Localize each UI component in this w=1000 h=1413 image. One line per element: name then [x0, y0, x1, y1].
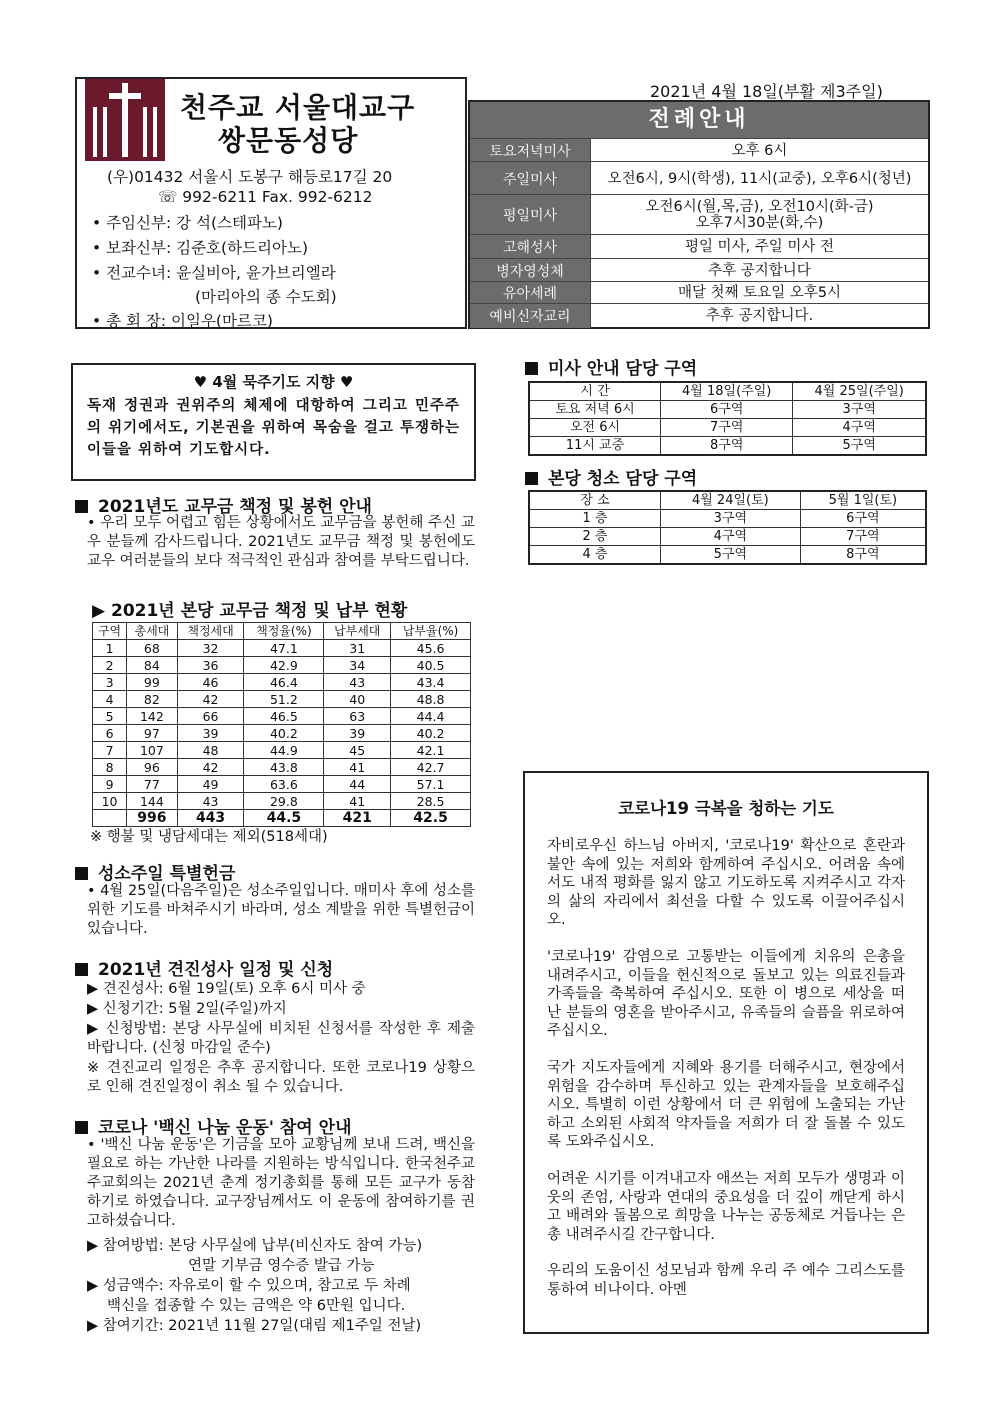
liturgy-value: 매달 첫째 토요일 오후5시 [677, 285, 842, 301]
liturgy-value: 오전6시(월,목,금), 오전10시(화-금) [645, 199, 874, 215]
square-bullet-icon [525, 472, 538, 485]
table-row: 11시 교중 8구역 5구역 [529, 437, 926, 456]
staff-assistant: • 보좌신부: 김준호(하드리아노) [92, 239, 308, 257]
confirmation-note: ※ 견진교리 일정은 추후 공지합니다. 또한 코로나19 상황으로 인해 견진일정이 취소 될 수 있습니다. [87, 1060, 475, 1095]
rosary-intention-title: ♥ 4월 묵주기도 지향 ♥ [193, 373, 354, 391]
liturgy-label: 병자영성체 [470, 259, 591, 282]
prayer-paragraph: '코로나19' 감염으로 고통받는 이들에게 치유의 은총을 내려주시고, 이들을 헌신적으로 돌보고 있는 의료진들과 가족들을 축복하여 주십시오. 또한 이 병으로 세상을 떠난 분들의 영혼을 받아주시고, 유족들의 슬픔을 위로하여 주십시오. [547, 948, 905, 1040]
confirmation-date: ▶ 견진성사: 6월 19일(토) 오후 6시 미사 중 [87, 981, 366, 997]
table-row: 9 77 49 63.6 44 57.1 [93, 776, 471, 793]
table-header-cell: 책정세대 [177, 623, 244, 640]
table-total-row: 996 443 44.5 421 42.5 [93, 810, 471, 827]
prayer-paragraph: 국가 지도자들에게 지혜와 용기를 더해주시고, 현장에서 위험을 감수하며 투신하고 있는 관계자들을 보호해주십시오. 특별히 이런 상황에서 더 큰 위험에 노출되는 가난하고 소외된 사회적 약자들을 저희가 더 잘 돌볼 수 있도록 도와주십시오. [547, 1059, 905, 1151]
table-row: 1 층 3구역 6구역 [529, 510, 926, 528]
liturgy-label: 고해성사 [470, 235, 591, 259]
table-row: 2 84 36 42.9 34 40.5 [93, 657, 471, 674]
mass-guide-table [528, 381, 927, 456]
liturgy-row [470, 138, 928, 162]
staff-president: • 총 회 장: 이일우(마르코) [92, 312, 273, 330]
vaccine-amount-note: 백신을 접종할 수 있는 금액은 약 6만원 입니다. [107, 1298, 406, 1314]
table-header-cell: 납부세대 [324, 623, 391, 640]
square-bullet-icon [75, 963, 88, 976]
table-row: 4 82 42 51.2 40 48.8 [93, 691, 471, 708]
square-bullet-icon [525, 362, 538, 375]
staff-sisters: • 전교수녀: 윤실비아, 윤가브리엘라 [92, 264, 336, 282]
table-row: 1 68 32 47.1 31 45.6 [93, 640, 471, 657]
table-row: 토요 저녁 6시 6구역 3구역 [529, 401, 926, 419]
vaccine-method: ▶ 참여방법: 본당 사무실에 납부(비신자도 참여 가능) [87, 1238, 423, 1254]
dues-table-title: ▶ 2021년 본당 교무금 책정 및 납부 현황 [92, 601, 408, 621]
confirmation-period: ▶ 신청기간: 5월 2일(주일)까지 [87, 1001, 287, 1017]
table-header-cell: 책정율(%) [244, 623, 324, 640]
table-header-cell: 구역 [93, 623, 127, 640]
liturgy-value: 오전6시, 9시(학생), 11시(교중), 오후6시(청년) [607, 170, 912, 187]
liturgy-value: 평일 미사, 주일 미사 전 [684, 239, 835, 255]
liturgy-value: 추후 공지합니다. [705, 308, 814, 324]
staff-sisters-order: (마리아의 종 수도회) [195, 288, 337, 306]
liturgy-row [470, 303, 928, 328]
confirmation-method: ▶ 신청방법: 본당 사무실에 비치된 신청서를 작성한 후 제출 바랍니다. (신청 마감일 준수) [87, 1021, 475, 1056]
liturgy-label: 토요저녁미사 [470, 139, 591, 162]
cleaning-section-title: 본당 청소 담당 구역 [525, 464, 697, 489]
staff-pastor: • 주임신부: 강 석(스테파노) [92, 214, 283, 232]
table-row: 3 99 46 46.4 43 43.4 [93, 674, 471, 691]
vocation-section-title: 성소주일 특별헌금 [75, 859, 235, 884]
dues-body: • 우리 모두 어렵고 힘든 상황에서도 교무금을 봉헌해 주신 교우 분들께 감사드립니다. 2021년도 교무금 책정 및 봉헌에도 교우 여러분들의 보다 적극적인 관심과 참여를 부탁드립니다. [87, 515, 475, 569]
liturgy-row [470, 234, 928, 259]
covid-prayer-box [523, 771, 929, 1334]
cleaning-table [528, 490, 927, 565]
vaccine-body: • '백신 나눔 운동'은 기금을 모아 교황님께 보내 드려, 백신을 필요로 하는 가난한 나라를 지원하는 방식입니다. 한국천주교주교회의는 2021년 춘계 정기총회를 통해 모든 교구가 동참하기로 하였습니다. 교구장님께서도 이 운동에 참여하기를 권고하셨습니다. [87, 1137, 475, 1229]
liturgy-value: 오후 6시 [731, 142, 788, 159]
mass-guide-section-title: 미사 안내 담당 구역 [525, 354, 697, 379]
church-logo [85, 79, 165, 161]
prayer-paragraph: 어려운 시기를 이겨내고자 애쓰는 저희 모두가 생명과 이웃의 존엄, 사랑과 연대의 중요성을 더 깊이 깨닫게 하시고 배려와 돌봄으로 희망을 나누는 공동체로 거듭나는 은총 내려주시길 간구합니다. [547, 1170, 905, 1243]
liturgy-row [470, 194, 928, 235]
church-name-line1: 천주교 서울대교구 [180, 91, 416, 124]
table-header-cell: 총세대 [127, 623, 178, 640]
table-row: 5 142 66 46.5 63 44.4 [93, 708, 471, 725]
church-name-line2: 쌍문동성당 [218, 124, 359, 157]
liturgy-value: 추후 공지합니다 [708, 262, 811, 279]
square-bullet-icon [75, 1121, 88, 1134]
dues-section-title: 2021년도 교무금 책정 및 봉헌 안내 [75, 492, 372, 517]
table-header-row: 시 간 4월 18일(주일) 4월 25일(주일) [529, 382, 926, 401]
rosary-intention-box [71, 363, 476, 481]
vocation-body: • 4월 25일(다음주일)은 성소주일입니다. 매미사 후에 성소를 위한 기도를 바쳐주시기 바라며, 성소 계발을 위한 특별헌금이 있습니다. [87, 883, 475, 937]
table-row: 4 층 5구역 8구역 [529, 546, 926, 565]
table-header-cell: 납부율(%) [391, 623, 471, 640]
rosary-intention-body: 독재 정권과 권위주의 체제에 대항하여 그리고 민주주의 위기에서도, 기본권을 위하여 목숨을 걸고 투쟁하는 이들을 위하여 기도합시다. [87, 398, 460, 458]
bulletin-date: 2021년 4월 18일(부활 제3주일) [650, 82, 883, 101]
liturgy-label: 유아세례 [470, 282, 591, 304]
liturgy-label: 주일미사 [470, 162, 591, 195]
vaccine-period: ▶ 참여기간: 2021년 11월 27일(대림 제1주일 전날) [87, 1318, 422, 1334]
liturgy-label: 예비신자교리 [470, 304, 591, 328]
table-row: 오전 6시 7구역 4구역 [529, 419, 926, 437]
liturgy-label: 평일미사 [470, 195, 591, 235]
liturgy-title: 전례안내 [470, 102, 928, 138]
table-row: 8 96 42 43.8 41 42.7 [93, 759, 471, 776]
table-row: 10 144 43 29.8 41 28.5 [93, 793, 471, 810]
vaccine-method-note: 연말 기부금 영수증 발급 가능 [188, 1258, 375, 1274]
dues-table [92, 622, 471, 827]
prayer-title: 코로나19 극복을 청하는 기도 [618, 799, 834, 818]
square-bullet-icon [75, 500, 88, 513]
table-row: 7 107 48 44.9 45 42.1 [93, 742, 471, 759]
dues-note: ※ 행불 및 냉담세대는 제외(518세대) [90, 829, 328, 845]
liturgy-table [470, 138, 928, 327]
prayer-paragraph: 우리의 도움이신 성모님과 함께 우리 주 예수 그리스도를 통하여 비나이다. 아멘 [547, 1263, 905, 1298]
square-bullet-icon [75, 867, 88, 880]
liturgy-row [470, 281, 928, 304]
vaccine-amount: ▶ 성금액수: 자유로이 할 수 있으며, 참고로 두 차례 [87, 1278, 411, 1294]
liturgy-row [470, 161, 928, 195]
table-row: 6 97 39 40.2 39 40.2 [93, 725, 471, 742]
table-header-row [93, 623, 471, 640]
church-phone: ☏ 992-6211 Fax. 992-6212 [158, 188, 373, 206]
liturgy-row [470, 258, 928, 282]
liturgy-value-2: 오후7시30분(화,수) [695, 215, 824, 231]
prayer-paragraph: 자비로우신 하느님 아버지, '코로나19' 확산으로 혼란과 불안 속에 있는 저희와 함께하여 주십시오. 어려움 속에서도 내적 평화를 잃지 않고 기도하도록 지켜주시고 각자의 삶의 자리에서 최선을 다할 수 있도록 이끌어주십시오. [547, 838, 905, 929]
table-header-row: 장 소 4월 24일(토) 5월 1일(토) [529, 491, 926, 510]
table-row: 2 층 4구역 7구역 [529, 528, 926, 546]
confirmation-section-title: 2021년 견진성사 일정 및 신청 [75, 955, 333, 980]
church-address: (우)01432 서울시 도봉구 해등로17길 20 [107, 168, 393, 186]
vaccine-section-title: 코로나 '백신 나눔 운동' 참여 안내 [75, 1113, 352, 1138]
